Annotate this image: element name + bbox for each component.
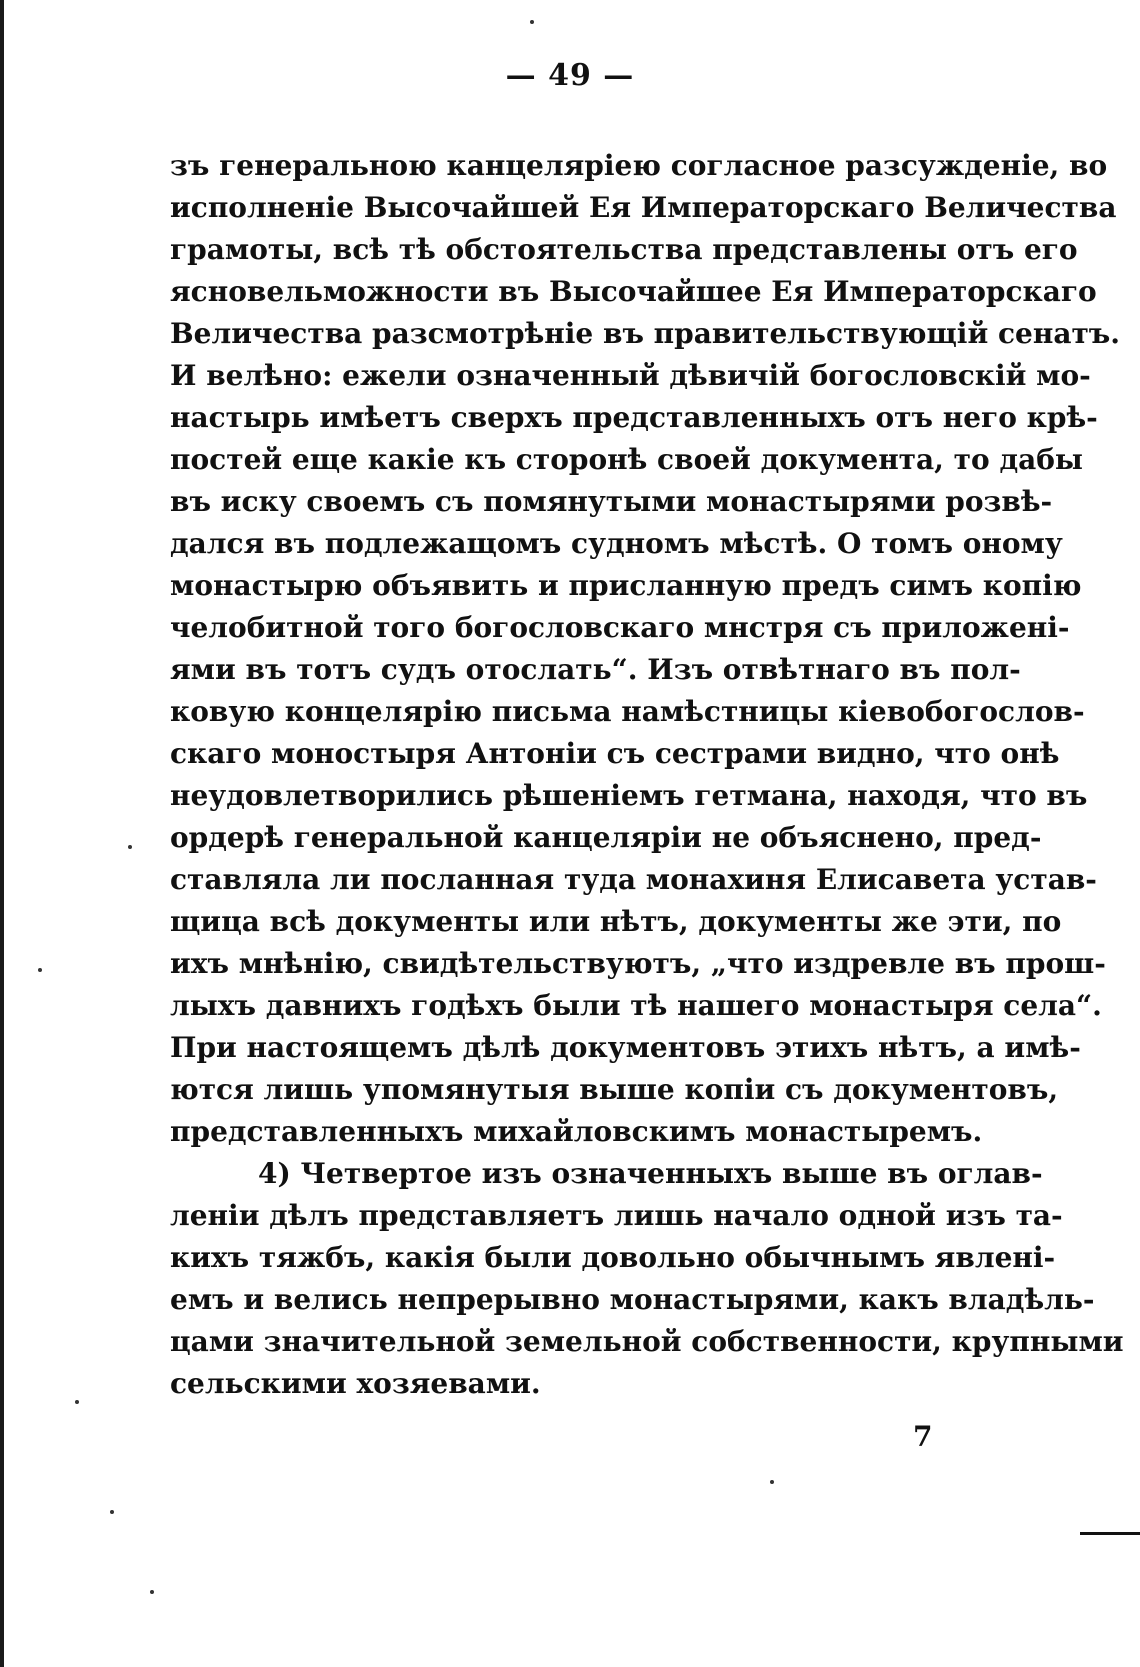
- margin-dash-mark: [1080, 1532, 1140, 1535]
- page-number: — 49 —: [505, 58, 635, 93]
- scan-speck: [75, 1400, 79, 1404]
- text-line: представленныхъ михайловскимъ монастыремъ.: [170, 1115, 983, 1148]
- text-line: настырь имѣетъ сверхъ представленныхъ отъ него крѣ-: [170, 401, 1098, 434]
- page-binding-edge: [0, 0, 4, 1667]
- text-line: сельскими хозяевами.: [170, 1367, 541, 1400]
- text-line: скаго моностыря Антоніи съ сестрами видно, что онѣ: [170, 737, 1060, 770]
- text-line: зъ генеральною канцеляріею согласное разсужденіе, во: [170, 149, 1108, 182]
- text-line: ясновельможности въ Высочайшее Ея Императорскаго: [170, 275, 1097, 308]
- text-line: емъ и велись непрерывно монастырями, какъ владѣль-: [170, 1283, 1095, 1316]
- text-line: ями въ тотъ судъ отослать“. Изъ отвѣтнаго въ пол-: [170, 653, 1021, 686]
- scan-speck: [128, 845, 132, 849]
- text-line: въ иску своемъ съ помянутыми монастырями розвѣ-: [170, 485, 1053, 518]
- text-line: ихъ мнѣнію, свидѣтельствуютъ, „что издревле въ прош-: [170, 947, 1106, 980]
- text-line: щица всѣ документы или нѣтъ, документы же эти, по: [170, 905, 1062, 938]
- text-line: челобитной того богословскаго мнстря съ приложені-: [170, 611, 1070, 644]
- scan-speck: [530, 20, 534, 24]
- body-text: [170, 145, 1124, 1405]
- text-line: монастырю объявить и присланную предъ симъ копію: [170, 569, 1082, 602]
- scan-speck: [38, 968, 42, 972]
- text-line: И велѣно: ежели означенный дѣвичій богословскій мо-: [170, 359, 1091, 392]
- scan-speck: [150, 1590, 154, 1594]
- text-line: исполненіе Высочайшей Ея Императорскаго Величества: [170, 191, 1117, 224]
- text-line: цами значительной земельной собственности, крупными: [170, 1325, 1124, 1358]
- text-line: ковую концелярію письма намѣстницы кіевобогослов-: [170, 695, 1085, 728]
- text-line: дался въ подлежащомъ судномъ мѣстѣ. О томъ оному: [170, 527, 1063, 560]
- text-line: При настоящемъ дѣлѣ документовъ этихъ нѣтъ, а имѣ-: [170, 1031, 1081, 1064]
- text-line: неудовлетворились рѣшеніемъ гетмана, находя, что въ: [170, 779, 1088, 812]
- scan-speck: [770, 1480, 774, 1484]
- text-line: лыхъ давнихъ годѣхъ были тѣ нашего монастыря села“.: [170, 989, 1102, 1022]
- text-line: ордерѣ генеральной канцеляріи не объяснено, пред-: [170, 821, 1042, 854]
- text-line: Величества разсмотрѣніе въ правительствующій сенатъ.: [170, 317, 1121, 350]
- text-line: кихъ тяжбъ, какія были довольно обычнымъ явлені-: [170, 1241, 1056, 1274]
- text-line: ставляла ли посланная туда монахиня Елисавета устав-: [170, 863, 1097, 896]
- text-line: леніи дѣлъ представляетъ лишь начало одной изъ та-: [170, 1199, 1063, 1232]
- scan-speck: [110, 1510, 114, 1514]
- text-line: постей еще какіе къ сторонѣ своей документа, то дабы: [170, 443, 1083, 476]
- paragraph-start-line: 4) Четвертое изъ означенныхъ выше въ оглав-: [258, 1157, 1043, 1190]
- text-line: ются лишь упомянутыя выше копіи съ документовъ,: [170, 1073, 1059, 1106]
- text-line: грамоты, всѣ тѣ обстоятельства представлены отъ его: [170, 233, 1078, 266]
- signature-mark: 7: [913, 1420, 933, 1453]
